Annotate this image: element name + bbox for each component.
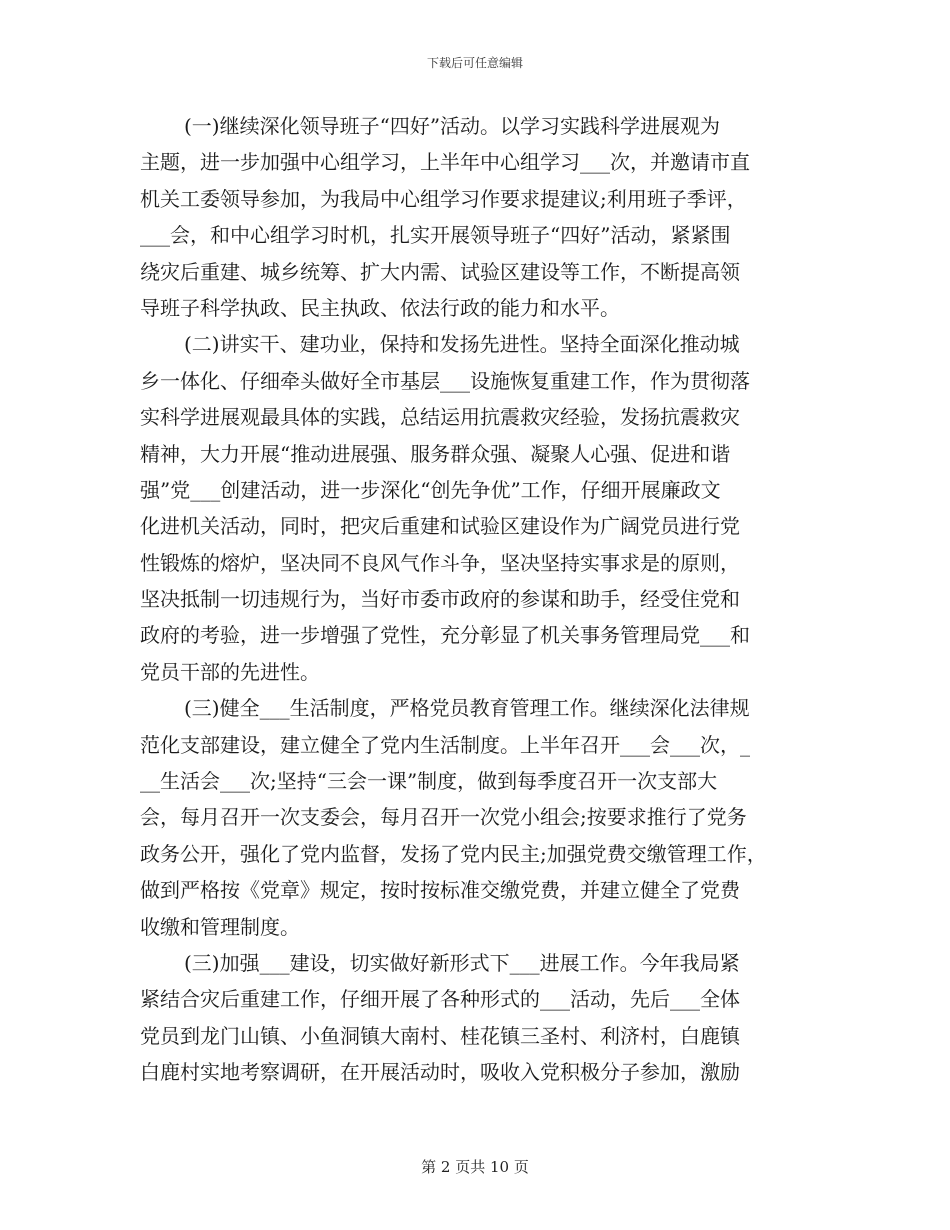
text-line: 乡一体化、仔细牵头做好全市基层___设施恢复重建工作，作为贯彻落: [140, 368, 750, 393]
text-line: 收缴和管理制度。: [140, 914, 300, 939]
text-line: 做到严格按《党章》规定，按时按标准交缴党费，并建立健全了党费: [140, 878, 740, 903]
paragraph-1: [140, 108, 816, 326]
text-line: (一)继续深化领导班子“四好”活动。以学习实践科学进展观为: [184, 114, 721, 138]
page-footer: 第 2 页共 10 页: [421, 1158, 529, 1176]
text-line: 绕灾后重建、城乡统筹、扩大内需、试验区建设等工作，不断提高领: [140, 259, 740, 284]
text-line: 党员干部的先进性。: [140, 659, 320, 684]
paragraph-2: [140, 326, 816, 690]
document-body: [140, 108, 816, 1091]
text-line: (二)讲实干、建功业，保持和发扬先进性。坚持全面深化推动城: [184, 332, 740, 357]
text-line: 坚决抵制一切违规行为，当好市委市政府的参谋和助手，经受住党和: [140, 587, 740, 612]
text-line: 精神，大力开展“推动进展强、服务群众强、凝聚人心强、促进和谐: [140, 441, 731, 466]
paragraph-3: [140, 690, 816, 945]
text-line: 导班子科学执政、民主执政、依法行政的能力和水平。: [140, 295, 620, 320]
text-line: 主题，进一步加强中心组学习，上半年中心组学习___次，并邀请市直: [140, 150, 750, 175]
text-line: 强”党___创建活动，进一步深化“创先争优”工作，仔细开展廉政文: [140, 477, 721, 502]
text-line: ___会，和中心组学习时机，扎实开展领导班子“四好”活动，紧紧围: [140, 223, 731, 248]
text-line: 政务公开，强化了党内监督，发扬了党内民主;加强党费交缴管理工作，: [140, 841, 767, 866]
text-line: 白鹿村实地考察调研，在开展活动时，吸收入党积极分子参加，激励: [140, 1060, 740, 1085]
text-line: __生活会___次;坚持“三会一课”制度，做到每季度召开一次支部大: [140, 769, 718, 794]
text-line: 性锻炼的熔炉，坚决同不良风气作斗争，坚决坚持实事求是的原则，: [140, 550, 740, 575]
text-line: (三)健全___生活制度，严格党员教育管理工作。继续深化法律规: [184, 696, 750, 721]
text-line: 党员到龙门山镇、小鱼洞镇大南村、桂花镇三圣村、利济村，白鹿镇: [140, 1023, 740, 1048]
text-line: 紧结合灾后重建工作，仔细开展了各种形式的___活动，先后___全体: [140, 987, 740, 1012]
paragraph-4: [140, 945, 816, 1091]
text-line: 实科学进展观最具体的实践，总结运用抗震救灾经验，发扬抗震救灾: [140, 405, 740, 430]
text-line: (三)加强___建设，切实做好新形式下___进展工作。今年我局紧: [184, 950, 740, 975]
page-header: 下载后可任意编辑: [426, 56, 523, 70]
text-line: 政府的考验，进一步增强了党性，充分彰显了机关事务管理局党___和: [140, 623, 750, 648]
text-line: 机关工委领导参加，为我局中心组学习作要求提建议;利用班子季评，: [140, 186, 747, 211]
text-line: 化进机关活动，同时，把灾后重建和试验区建设作为广阔党员进行党: [140, 514, 740, 539]
text-line: 会，每月召开一次支委会，每月召开一次党小组会;按要求推行了党务: [140, 805, 747, 830]
text-line: 范化支部建设，建立健全了党内生活制度。上半年召开___会___次，_: [140, 732, 750, 757]
